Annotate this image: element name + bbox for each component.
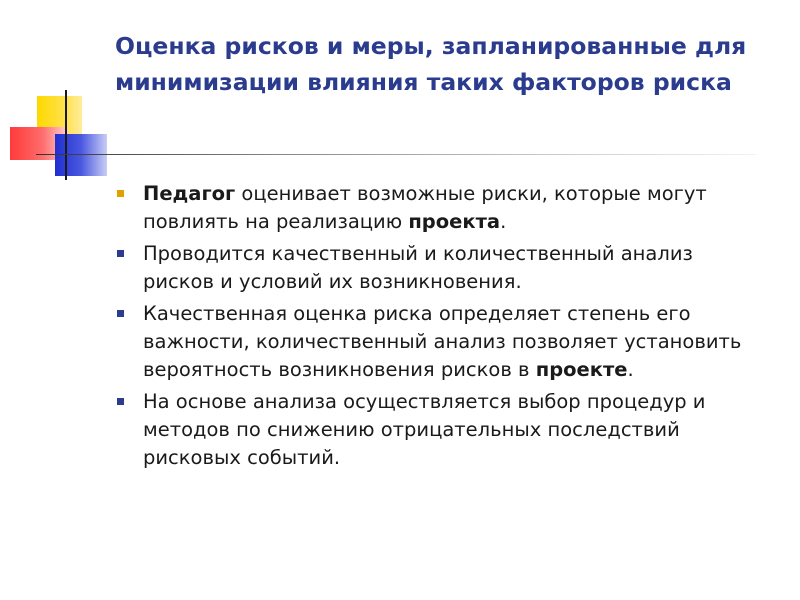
- bullet-text: Качественная оценка риска определяет степень его важности, количественный анализ позволяет установить вероятность возникновения рисков в: [143, 302, 742, 381]
- bullet-text-bold: Педагог: [143, 182, 236, 205]
- bullet-text: Проводится качественный и количественный анализ рисков и условий их возникновения.: [143, 242, 693, 293]
- bullet-item: [115, 180, 770, 236]
- logo-vertical-line: [65, 90, 67, 180]
- title-divider-line: [36, 154, 756, 155]
- square-bullet-icon: [117, 190, 124, 197]
- slide-title: Оценка рисков и меры, запланированные для минимизации влияния таких факторов риска: [115, 32, 747, 96]
- bullet-text-bold: проекте: [535, 358, 628, 381]
- logo-blue-square: [55, 134, 107, 176]
- square-bullet-icon: [117, 250, 124, 257]
- bullet-text: .: [627, 358, 634, 381]
- bullet-list: [115, 180, 770, 476]
- square-bullet-icon: [117, 398, 124, 405]
- bullet-text: На основе анализа осуществляется выбор процедур и методов по снижению отрицательных последствий рисковых событий.: [143, 390, 706, 469]
- square-bullet-icon: [117, 310, 124, 317]
- bullet-item: [115, 388, 770, 472]
- bullet-text-bold: проекта: [408, 210, 501, 233]
- bullet-item: [115, 300, 770, 384]
- bullet-item: [115, 240, 770, 296]
- bullet-text: оценивает возможные риски, которые могут повлиять на реализацию: [143, 182, 707, 233]
- bullet-text: .: [500, 210, 507, 233]
